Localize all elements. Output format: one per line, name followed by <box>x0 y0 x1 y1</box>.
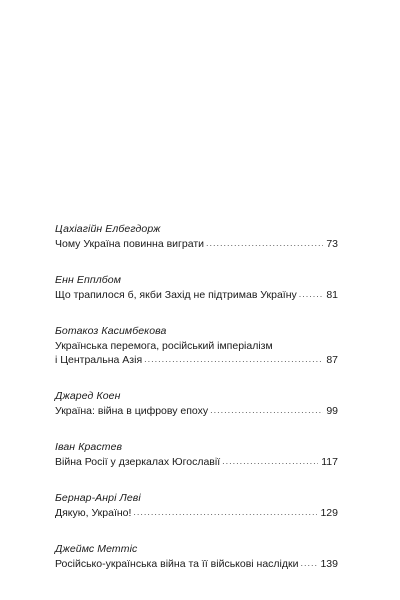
toc-dot-leader <box>133 505 317 519</box>
toc-title-row <box>55 288 338 302</box>
toc-author: Цахіагійн Елбегдорж <box>55 223 161 235</box>
toc-dot-leader <box>144 352 323 366</box>
toc-title-row <box>55 506 338 520</box>
toc-dot-leader <box>210 403 323 417</box>
toc-author: Ботакоз Касимбекова <box>55 325 167 337</box>
toc-dot-leader <box>300 556 317 570</box>
toc-entry <box>55 491 338 520</box>
toc-title-row <box>55 455 338 469</box>
toc-title: і Центральна Азія <box>55 354 143 366</box>
toc-dot-leader <box>222 454 318 468</box>
toc-title-row <box>55 353 338 367</box>
toc-page-number: 139 <box>320 558 338 570</box>
toc-page-number: 117 <box>321 456 338 468</box>
toc-page-number: 129 <box>320 507 338 519</box>
toc-author: Джеймс Меттіс <box>55 543 138 555</box>
toc-title: Україна: війна в цифрову епоху <box>55 405 209 417</box>
toc-entry <box>55 440 338 469</box>
toc-title: Чому Україна повинна виграти <box>55 238 205 250</box>
toc-entry <box>55 542 338 571</box>
toc-dot-leader <box>299 287 324 301</box>
toc-page-number: 87 <box>326 354 338 366</box>
toc-author: Джаред Коен <box>55 390 121 402</box>
toc-entry <box>55 222 338 251</box>
toc-author: Бернар-Анрі Леві <box>55 492 141 504</box>
toc-page-number: 99 <box>326 405 338 417</box>
toc-title: Війна Росії у дзеркалах Югославії <box>55 456 221 468</box>
toc-title-line: Українська перемога, російський імперіалізм <box>55 340 273 352</box>
toc-title-row <box>55 237 338 251</box>
toc-page-number: 73 <box>326 238 338 250</box>
toc-entry <box>55 273 338 302</box>
table-of-contents <box>55 222 338 593</box>
toc-author: Енн Епплбом <box>55 274 122 286</box>
toc-page-number: 81 <box>326 289 338 301</box>
toc-title: Дякую, Україно! <box>55 507 132 519</box>
toc-entry <box>55 389 338 418</box>
toc-dot-leader <box>206 236 323 250</box>
toc-author: Іван Крастев <box>55 441 123 453</box>
toc-title: Російсько-українська війна та її військові наслідки <box>55 558 299 570</box>
toc-title-row <box>55 557 338 571</box>
toc-title: Що трапилося б, якби Захід не підтримав Україну <box>55 289 297 301</box>
toc-entry <box>55 324 338 367</box>
toc-title-row <box>55 404 338 418</box>
